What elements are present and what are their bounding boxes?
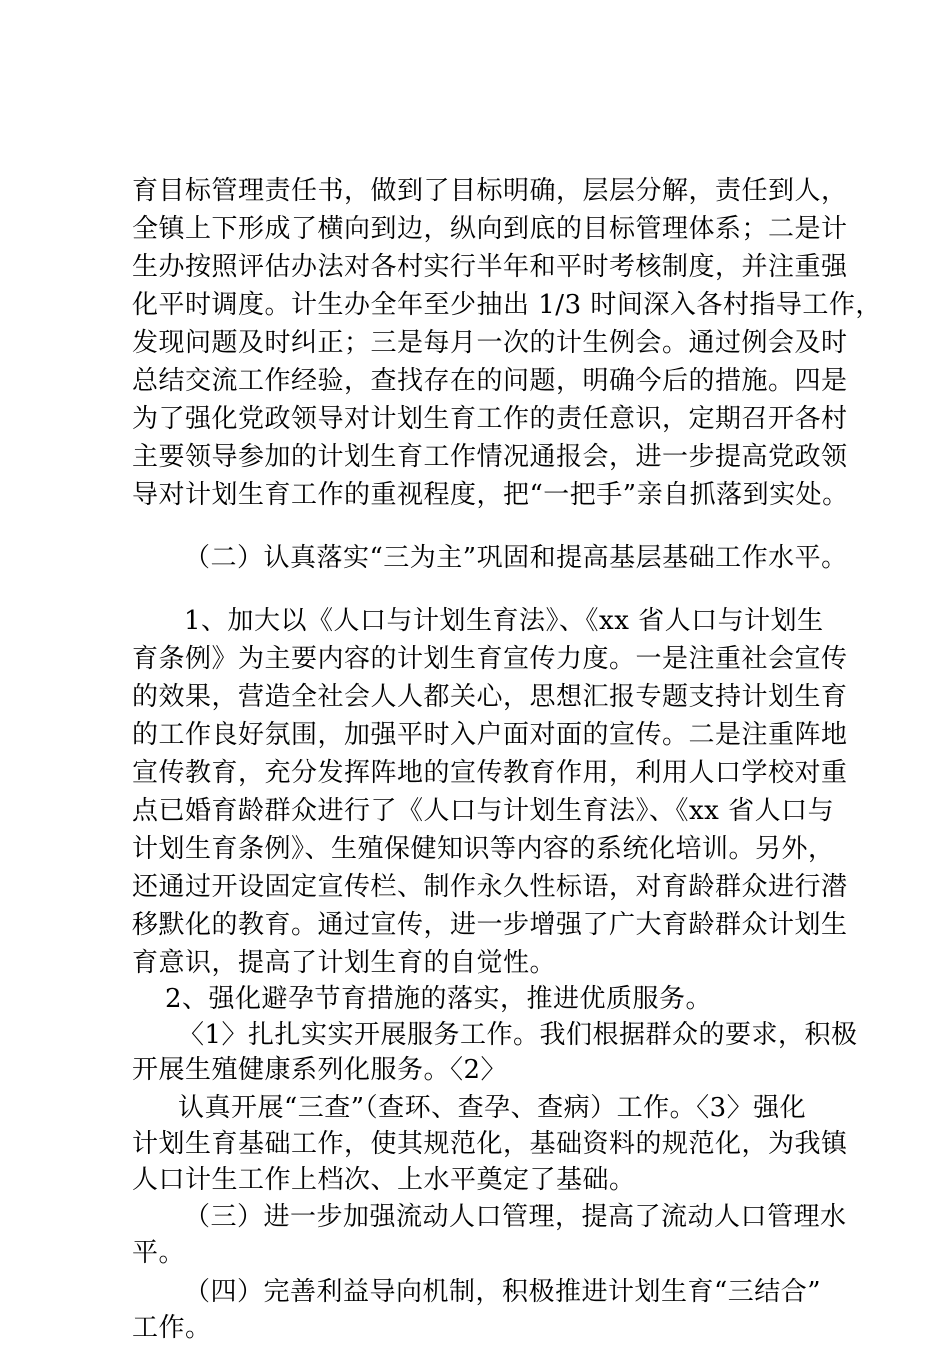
text-line: 育条例》为主要内容的计划生育宣传力度。一是注重社会宣传 — [132, 644, 848, 674]
text-line: 育意识，提高了计划生育的自觉性。 — [132, 948, 557, 978]
text-line: 1、加大以《人口与计划生育法》、《xx 省人口与计划生 — [184, 606, 824, 636]
text-line: 2、强化避孕节育措施的落实，推进优质服务。 — [165, 984, 713, 1014]
text-line: 平。 — [132, 1238, 186, 1268]
text-line: 〈1〉扎扎实实开展服务工作。我们根据群众的要求，积极 — [178, 1020, 858, 1050]
text-line: 的工作良好氛围，加强平时入户面对面的宣传。二是注重阵地 — [132, 720, 848, 750]
text-line: 还通过开设固定宣传栏、制作永久性标语，对育龄群众进行潜 — [132, 872, 848, 902]
text-line: 总结交流工作经验，查找存在的问题，明确今后的措施。四是 — [132, 366, 848, 396]
text-line: 育目标管理责任书，做到了目标明确，层层分解，责任到人， — [132, 176, 848, 206]
text-line: 开展生殖健康系列化服务。〈2〉 — [132, 1055, 508, 1085]
section-heading: （四）完善利益导向机制，积极推进计划生育“三结合” — [184, 1277, 822, 1307]
text-line: 的效果，营造全社会人人都关心，思想汇报专题支持计划生育 — [132, 682, 848, 712]
text-line: 人口计生工作上档次、上水平奠定了基础。 — [132, 1165, 636, 1195]
text-line: 化平时调度。计生办全年至少抽出 1/3 时间深入各村指导工作， — [132, 290, 882, 320]
text-line: 计划生育条例》、生殖保健知识等内容的系统化培训。另外， — [132, 834, 835, 864]
text-line: 计划生育基础工作，使其规范化，基础资料的规范化，为我镇 — [132, 1129, 848, 1159]
text-line: 发现问题及时纠正；三是每月一次的计生例会。通过例会及时 — [132, 328, 848, 358]
text-line: 为了强化党政领导对计划生育工作的责任意识，定期召开各村 — [132, 404, 848, 434]
text-line: 认真开展“三查”（查环、查孕、查病）工作。〈3〉强化 — [178, 1093, 807, 1123]
text-line: 点已婚育龄群众进行了《人口与计划生育法》、《xx 省人口与 — [132, 796, 835, 826]
text-line: 全镇上下形成了横向到边，纵向到底的目标管理体系；二是计 — [132, 214, 848, 244]
section-heading: （二）认真落实“三为主”巩固和提高基层基础工作水平。 — [184, 543, 848, 573]
text-line: 工作。 — [132, 1313, 212, 1343]
section-heading: （三）进一步加强流动人口管理，提高了流动人口管理水 — [184, 1202, 847, 1232]
text-line: 移默化的教育。通过宣传，进一步增强了广大育龄群众计划生 — [132, 910, 848, 940]
text-line: 生办按照评估办法对各村实行半年和平时考核制度，并注重强 — [132, 252, 848, 282]
text-line: 导对计划生育工作的重视程度，把“一把手”亲自抓落到实处。 — [132, 480, 849, 510]
text-line: 主要领导参加的计划生育工作情况通报会，进一步提高党政领 — [132, 442, 848, 472]
text-line: 宣传教育，充分发挥阵地的宣传教育作用，利用人口学校对重 — [132, 758, 848, 788]
